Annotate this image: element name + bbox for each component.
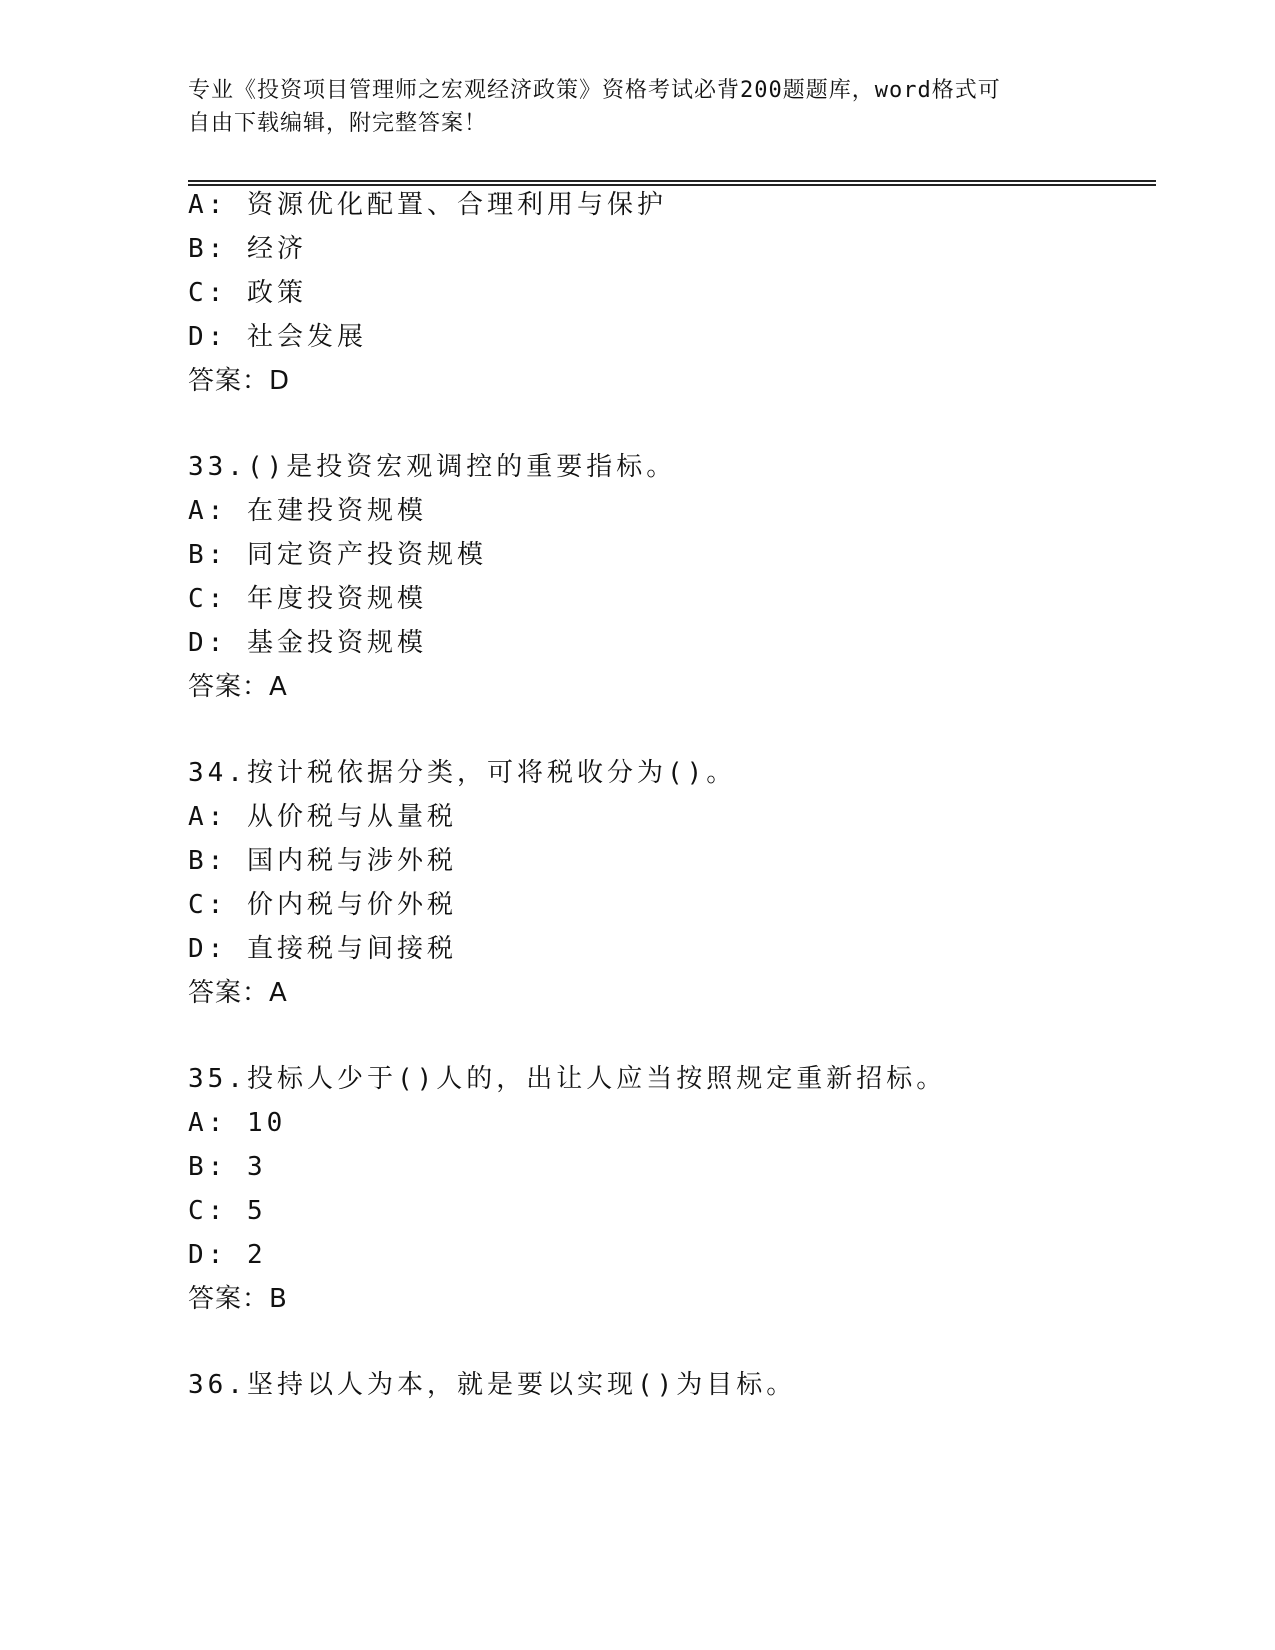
answer-line: 答案：B	[188, 1284, 288, 1314]
answer-line: 答案：D	[188, 366, 291, 396]
header-line-2: 自由下载编辑，附完整答案！	[188, 111, 488, 136]
header-divider	[188, 180, 1156, 186]
header-line-1: 专业《投资项目管理师之宏观经济政策》资格考试必背200题题库，word格式可	[188, 78, 1001, 103]
option-a: A: 资源优化配置、合理利用与保护	[188, 190, 667, 220]
question-34: 34.按计税依据分类，可将税收分为()。	[188, 758, 737, 788]
option-d: D: 基金投资规模	[188, 628, 427, 658]
option-d: D: 直接税与间接税	[188, 934, 457, 964]
option-a: A: 在建投资规模	[188, 496, 427, 526]
option-b: B: 同定资产投资规模	[188, 540, 487, 570]
question-36: 36.坚持以人为本，就是要以实现()为目标。	[188, 1370, 797, 1400]
question-33: 33.()是投资宏观调控的重要指标。	[188, 452, 677, 482]
option-a: A: 10	[188, 1108, 287, 1138]
document-header	[188, 74, 1088, 140]
answer-line: 答案：A	[188, 978, 288, 1008]
option-d: D: 2	[188, 1240, 267, 1270]
option-c: C: 价内税与价外税	[188, 890, 457, 920]
answer-line: 答案：A	[188, 672, 288, 702]
option-c: C: 政策	[188, 278, 307, 308]
option-c: C: 年度投资规模	[188, 584, 427, 614]
question-35: 35.投标人少于()人的，出让人应当按照规定重新招标。	[188, 1064, 947, 1094]
option-d: D: 社会发展	[188, 322, 367, 352]
option-c: C: 5	[188, 1196, 267, 1226]
option-b: B: 国内税与涉外税	[188, 846, 457, 876]
option-b: B: 经济	[188, 234, 307, 264]
option-a: A: 从价税与从量税	[188, 802, 457, 832]
option-b: B: 3	[188, 1152, 267, 1182]
